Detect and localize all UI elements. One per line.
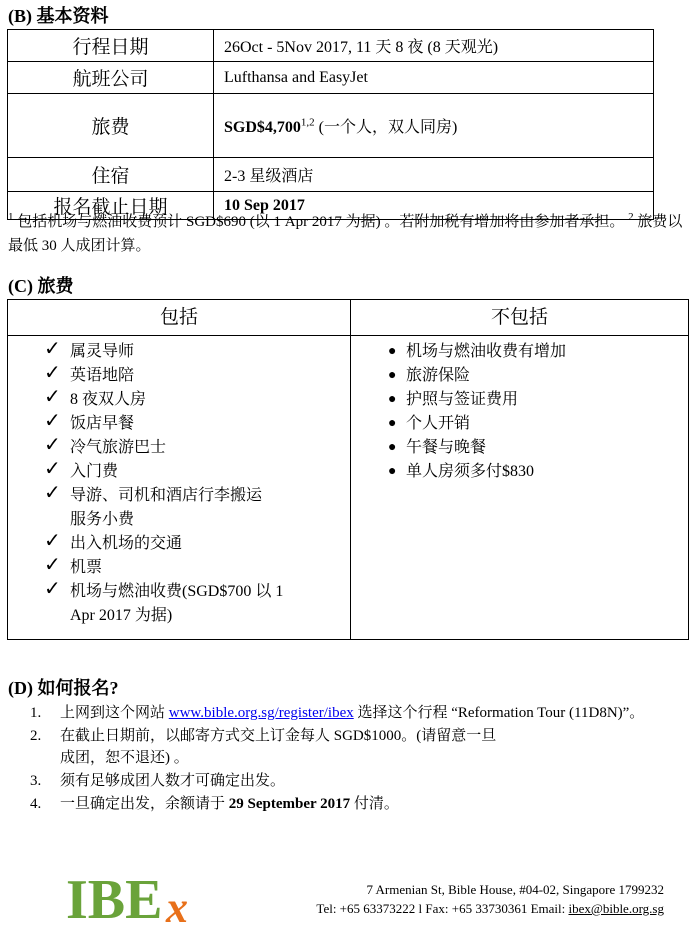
column-divider: [350, 300, 351, 639]
included-list: [44, 336, 344, 628]
contact-address: [316, 880, 664, 918]
bullet-icon: ●: [388, 368, 397, 383]
table-row: [8, 62, 654, 94]
checkmark-icon: ✓: [44, 552, 61, 576]
bullet-icon: ●: [388, 440, 397, 455]
label-dates: 行程日期: [8, 30, 214, 62]
checkmark-icon: ✓: [44, 480, 61, 504]
list-item: 1. 上网到这个网站 www.bible.org.sg/register/ibex 选择这个行程 “Reformation Tour (11D8N)”。: [30, 705, 645, 721]
label-accommodation: 住宿: [8, 158, 214, 192]
list-item: ● 单人房须多付$830: [388, 460, 678, 484]
email-link[interactable]: ibex@bible.org.sg: [568, 901, 664, 916]
checkmark-icon: ✓: [44, 336, 61, 360]
footnote: [8, 210, 688, 258]
checkmark-icon: ✓: [44, 432, 61, 456]
label-deadline: 报名截止日期: [8, 192, 214, 220]
checkmark-icon: ✓: [44, 456, 61, 480]
bullet-icon: ●: [388, 392, 397, 407]
svg-text:IBE: IBE: [66, 869, 163, 926]
basic-info-table: [7, 29, 654, 220]
bullet-icon: ●: [388, 464, 397, 479]
excluded-list: [388, 340, 678, 484]
included-header: 包括: [159, 306, 198, 328]
list-item: ✓ 机场与燃油收费(SGD$700 以 1 Apr 2017 为据): [44, 576, 284, 624]
table-row: [8, 30, 654, 62]
list-item: ● 机场与燃油收费有增加: [388, 340, 678, 364]
list-item: ● 旅游保险: [388, 364, 678, 388]
section-c-title: (C) 旅费: [8, 276, 74, 296]
footnote-text-1: 包括机场与燃油收费预计 SGD$690 (以 1 Apr 2017 为据) 。若附加税有增加将由参加者承担。: [13, 214, 625, 230]
fee-amount: SGD$4,700: [224, 119, 301, 136]
footnote-marker-2: 2: [628, 211, 634, 223]
list-item: ✓ 机票: [44, 552, 103, 576]
list-item: ✓ 出入机场的交通: [44, 528, 183, 552]
fee-table: [7, 299, 689, 640]
list-item: ✓ 英语地陪: [44, 360, 135, 384]
svg-text:x: x: [166, 883, 188, 926]
address-line: 7 Armenian St, Bible House, #04-02, Singapore 1799232: [366, 882, 664, 897]
list-item: ✓ 导游、司机和酒店行李搬运服务小费: [44, 480, 263, 528]
label-airline: 航班公司: [8, 62, 214, 94]
value-deadline: 10 Sep 2017: [214, 192, 654, 220]
bullet-icon: ●: [388, 344, 397, 359]
list-item: ✓ 8 夜双人房: [44, 384, 147, 408]
section-b-title: (B) 基本资料: [8, 6, 109, 26]
value-fee: [214, 94, 654, 158]
checkmark-icon: ✓: [44, 384, 61, 408]
fee-footnote-ref: 1,2: [300, 116, 315, 129]
registration-steps: [30, 702, 680, 816]
list-item: 4. 一旦确定出发，余额请于 29 September 2017 付清。: [30, 796, 399, 812]
bullet-icon: ●: [388, 416, 397, 431]
list-item: ✓ 冷气旅游巴士: [44, 432, 167, 456]
checkmark-icon: ✓: [44, 360, 61, 384]
excluded-header: 不包括: [490, 306, 548, 328]
ibex-logo: [66, 866, 216, 926]
fee-table-header: [8, 300, 688, 336]
fee-note: (一个人，双人同房): [314, 119, 458, 136]
list-item: 2. 在截止日期前，以邮寄方式交上订金每人 SGD$1000。(请留意一旦成团，恕不退还) 。: [30, 728, 497, 766]
list-item: ● 午餐与晚餐: [388, 436, 678, 460]
footnote-text-2: 旅费以最低 30 人成团计算。: [8, 214, 683, 254]
value-accommodation: 2-3 星级酒店: [214, 158, 654, 192]
checkmark-icon: ✓: [44, 408, 61, 432]
value-dates: 26Oct - 5Nov 2017, 11 天 8 夜 (8 天观光): [214, 30, 654, 62]
footnote-marker-1: 1: [8, 211, 14, 223]
list-item: ✓ 入门费: [44, 456, 119, 480]
value-airline: Lufthansa and EasyJet: [214, 62, 654, 94]
table-row: [8, 158, 654, 192]
list-item: ✓ 饭店早餐: [44, 408, 135, 432]
table-row: [8, 94, 654, 158]
list-item: 3. 须有足够成团人数才可确定出发。: [30, 773, 286, 789]
label-fee: 旅费: [8, 94, 214, 158]
section-d-title: (D) 如何报名?: [8, 678, 119, 698]
checkmark-icon: ✓: [44, 576, 61, 600]
list-item: ✓ 属灵导师: [44, 336, 135, 360]
register-link[interactable]: www.bible.org.sg/register/ibex: [168, 705, 354, 721]
list-item: ● 个人开销: [388, 412, 678, 436]
contact-line: Tel: +65 63373222 l Fax: +65 33730361 Email: ibex@bible.org.sg: [316, 901, 664, 916]
list-item: ● 护照与签证费用: [388, 388, 678, 412]
checkmark-icon: ✓: [44, 528, 61, 552]
